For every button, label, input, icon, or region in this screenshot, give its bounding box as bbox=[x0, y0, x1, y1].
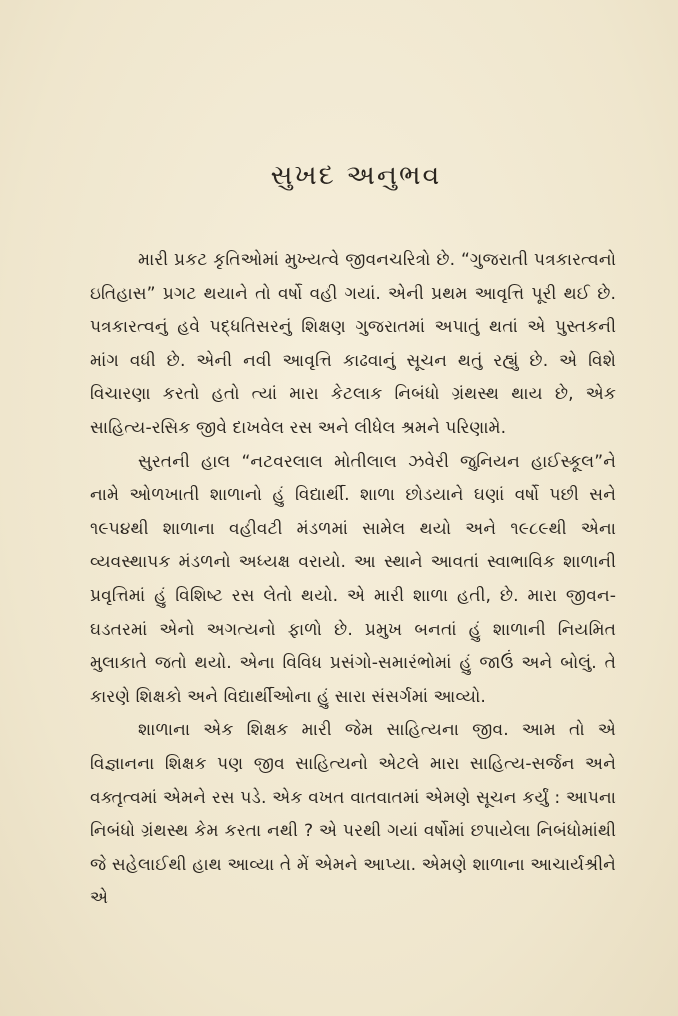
body-text bbox=[90, 244, 616, 916]
chapter-title: સુખદ અનુભવ bbox=[270, 160, 442, 191]
paragraph-1: મારી પ્રકટ કૃતિઓમાં મુખ્યત્વે જીવનચરિત્રો છે. “ગુજરાતી પત્રકારત્વનો ઇતિહાસ” પ્રગટ થયાને તો વર્ષો વહી ગયાં. એની પ્રથમ આવૃત્તિ પૂરી થઈ છે. પત્રકારત્વનું હવે પદ્ધતિસરનું શિક્ષણ ગુજરાતમાં અપાતું થતાં એ પુસ્તકની માંગ વધી છે. એની નવી આવૃત્તિ કાઢવાનું સૂચન થતું રહ્યું છે. એ વિશે વિચારણા કરતો હતો ત્યાં મારા કેટલાક નિબંધો ગ્રંથસ્થ થાય છે, એક સાહિત્ય-રસિક જીવે દાખવેલ રસ અને લીધેલ શ્રમને પરિણામે. bbox=[90, 250, 616, 438]
paragraph-3: શાળાના એક શિક્ષક મારી જેમ સાહિત્યના જીવ. આમ તો એ વિજ્ઞાનના શિક્ષક પણ જીવ સાહિત્યનો એટલે મારા સાહિત્ય-સર્જન અને વક્તૃત્વમાં એમને રસ પડે. એક વખત વાતવાતમાં એમણે સૂચન કર્યું : આપના નિબંધો ગ્રંથસ્થ કેમ કરતા નથી ? એ પરથી ગયાં વર્ષોમાં છપાયેલા નિબંધોમાંથી જે સહેલાઈથી હાથ આવ્યા તે મેં એમને આપ્યા. એમણે શાળાના આચાર્યશ્રીને એ bbox=[90, 720, 616, 909]
paragraph-2: સુરતની હાલ “નટવરલાલ મોતીલાલ ઝવેરી જુનિયન હાઈસ્કૂલ”ને નામે ઓળખાતી શાળાનો હું વિદ્યાર્થી. શાળા છોડયાને ઘણાં વર્ષો પછી સને ૧૯૫૪થી શાળાના વહીવટી મંડળમાં સામેલ થયો અને ૧૯૮૯થી એના વ્યવસ્થાપક મંડળનો અધ્યક્ષ વરાયો. આ સ્થાને આવતાં સ્વાભાવિક શાળાની પ્રવૃત્તિમાં હું વિશિષ્ટ રસ લેતો થયો. એ મારી શાળા હતી, છે. મારા જીવન-ઘડતરમાં એનો અગત્યનો ફાળો છે. પ્રમુખ બનતાં હું શાળાની નિયમિત મુલાકાતે જતો થયો. એના વિવિધ પ્રસંગો-સમારંભોમાં હું જાઉં અને બોલું. તે કારણે શિક્ષકો અને વિદ્યાર્થીઓના હું સારા સંસર્ગમાં આવ્યો. bbox=[90, 451, 616, 707]
